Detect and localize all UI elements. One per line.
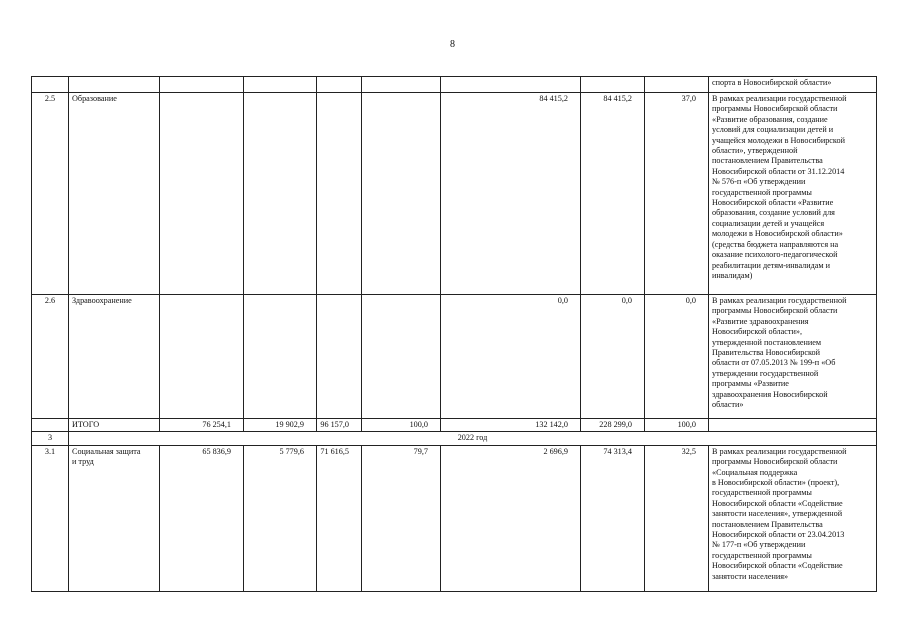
table-row xyxy=(32,445,877,591)
cell-v1: 65 836,9 xyxy=(160,445,244,591)
cell-v6 xyxy=(581,77,645,93)
cell-v1 xyxy=(160,77,244,93)
cell-v7: 100,0 xyxy=(645,419,709,432)
cell-num xyxy=(32,77,69,93)
table-row-total xyxy=(32,419,877,432)
cell-name xyxy=(69,77,160,93)
cell-v5: 0,0 xyxy=(441,295,581,419)
cell-v3: 71 616,5 xyxy=(317,445,362,591)
cell-v7: 32,5 xyxy=(645,445,709,591)
cell-v4 xyxy=(362,295,441,419)
cell-note: В рамках реализации государственной программы Новосибирской области «Развитие образования, создание условий для социализации детей и учащейся молодежи в Новосибирской области», утвержденной постановлением Правительства Новосибирской области от 31.12.2014 № 576-п «Об утверждении государственной программы Новосибирской области «Развитие образования, создание условий для социализации детей и учащейся молодежи в Новосибирской области» (средства бюджета направляются на оказание психолого-педагогической реабилитации детям-инвалидам и инвалидам) xyxy=(709,93,877,295)
cell-v4 xyxy=(362,93,441,295)
cell-v4: 100,0 xyxy=(362,419,441,432)
cell-name: ИТОГО xyxy=(69,419,160,432)
page-number: 8 xyxy=(450,39,455,50)
cell-note: спорта в Новосибирской области» xyxy=(709,77,877,93)
cell-v4: 79,7 xyxy=(362,445,441,591)
cell-v6: 74 313,4 xyxy=(581,445,645,591)
cell-note: В рамках реализации государственной программы Новосибирской области «Развитие здравоохранения Новосибирской области», утвержденной постановлением Правительства Новосибирской области от 07.05.2013 № 199-п «Об утверждении государственной программы «Развитие здравоохранения Новосибирской области» xyxy=(709,295,877,419)
cell-name: Социальная защита и труд xyxy=(69,445,160,591)
cell-v2 xyxy=(244,295,317,419)
cell-v1 xyxy=(160,93,244,295)
cell-num: 2.6 xyxy=(32,295,69,419)
cell-v4 xyxy=(362,77,441,93)
cell-v7 xyxy=(645,77,709,93)
cell-num: 3.1 xyxy=(32,445,69,591)
table-row xyxy=(32,295,877,419)
table-row-year xyxy=(32,432,877,445)
year-heading: 2022 год xyxy=(69,432,877,445)
cell-v2: 19 902,9 xyxy=(244,419,317,432)
cell-v2 xyxy=(244,77,317,93)
cell-v7: 37,0 xyxy=(645,93,709,295)
cell-note: В рамках реализации государственной программы Новосибирской области «Социальная поддержка в Новосибирской области» (проект), государственной программы Новосибирской области «Содействие занятости населения», утвержденной постановлением Правительства Новосибирской области от 23.04.2013 № 177-п «Об утверждении государственной программы Новосибирской области «Содействие занятости населения» xyxy=(709,445,877,591)
cell-v5: 132 142,0 xyxy=(441,419,581,432)
cell-name: Здравоохранение xyxy=(69,295,160,419)
cell-v1 xyxy=(160,295,244,419)
cell-v2: 5 779,6 xyxy=(244,445,317,591)
table-row-continuation xyxy=(32,77,877,93)
cell-v5: 84 415,2 xyxy=(441,93,581,295)
cell-name: Образование xyxy=(69,93,160,295)
cell-v5: 2 696,9 xyxy=(441,445,581,591)
cell-v3 xyxy=(317,77,362,93)
cell-note xyxy=(709,419,877,432)
budget-table xyxy=(31,76,877,592)
cell-v2 xyxy=(244,93,317,295)
cell-v5 xyxy=(441,77,581,93)
table-row xyxy=(32,93,877,295)
cell-num: 2.5 xyxy=(32,93,69,295)
cell-v1: 76 254,1 xyxy=(160,419,244,432)
cell-v6: 0,0 xyxy=(581,295,645,419)
cell-v6: 228 299,0 xyxy=(581,419,645,432)
cell-v3 xyxy=(317,93,362,295)
cell-v6: 84 415,2 xyxy=(581,93,645,295)
cell-v7: 0,0 xyxy=(645,295,709,419)
cell-v3: 96 157,0 xyxy=(317,419,362,432)
cell-num: 3 xyxy=(32,432,69,445)
cell-v3 xyxy=(317,295,362,419)
cell-num xyxy=(32,419,69,432)
